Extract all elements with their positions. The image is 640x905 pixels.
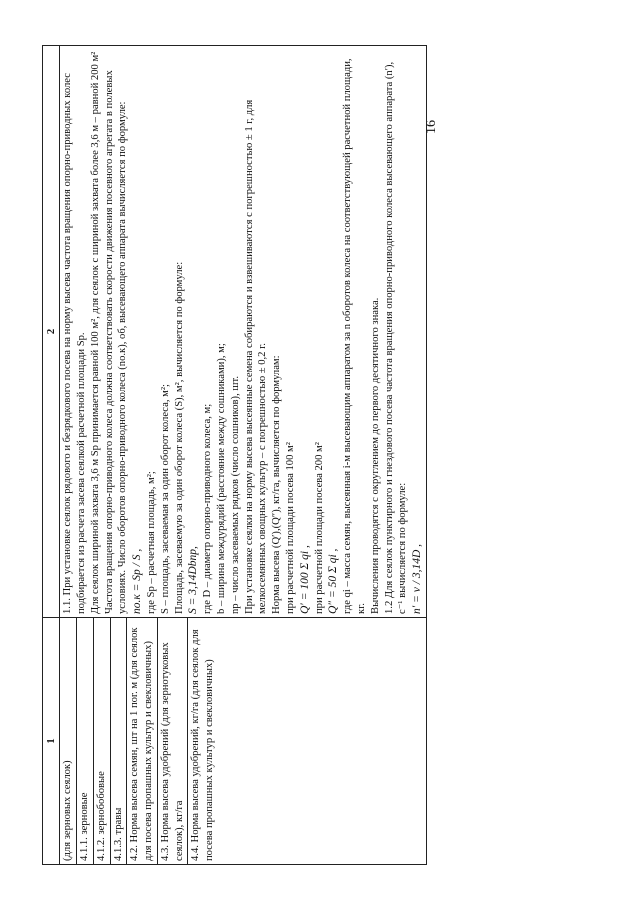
page-number: 16	[424, 120, 439, 134]
paragraph-1-2: 1.2 Для сеялок пунктирного и гнездового посева частота вращения опорно-приводного колеса высевающего аппарата (n′), с⁻¹ вычисляется по формуле:	[383, 61, 409, 614]
paragraph-1-1: 1.1. При установке сеялок рядового и безрядкового посева на норму высева частота вращения опорно-приводных колес подбирается из расчета засева сеялкой расчетной площади Sр.	[62, 73, 88, 614]
row-label-legumes: 4.1.2. зернобобовые	[93, 618, 110, 864]
formula-q2: Q″ = 50 Σ qi ,	[327, 548, 340, 614]
paragraph-qi-def: где qi – масса семян, высеянная i-м высевающим аппаратом за n оборотов колеса на соответствующей расчетной площади, кг.	[342, 58, 368, 614]
paragraph-b-def: b – ширина междурядий (расстояние между сошниками), м;	[216, 343, 228, 614]
paragraph-sp-def: где Sр – расчетная площадь, м²;	[146, 471, 158, 614]
left-cell-stack	[60, 618, 427, 865]
paragraph-s-def: S – площадь, засеваемая за один оборот колеса, м²;	[159, 384, 171, 614]
paragraph-weighing: При установке сеялки на норму высева высеянные семена собираются и взвешиваются с погрешностью ± 1 г, для мелкосемянных овощных культур – с погрешностью ± 0,2 г.	[243, 99, 269, 614]
column-header-2: 2	[43, 46, 60, 618]
paragraph-s-formula-intro: Площадь, засеваемую за один оборот колеса (S), м², вычисляется по формуле:	[173, 261, 185, 614]
row-label-fertilizer-row: 4.4. Норма высева удобрений, кг/га (для сеялок для посева пропашных культур и свекловичных)	[190, 629, 216, 861]
row-label-fertilizer-grain: 4.3. Норма высева удобрений (для зернотуковых сеялок), кг/га	[157, 618, 188, 864]
rotated-table-container	[42, 45, 612, 865]
paragraph-area-200: при расчетной площади посева 200 м²	[313, 442, 325, 614]
paragraph-d-def: где D – диаметр опорно-приводного колеса, м;	[202, 403, 214, 614]
paragraph-area-100: при расчетной площади посева 100 м²	[284, 442, 296, 614]
paragraph-rotation: Частота вращения опорно-приводного колеса должна соответствовать скорости движения посевного агрегата в полевых условиях. Число оборотов опорно-приводного колеса (nо.к), об, высевающего аппарата вычисляется по формуле:	[103, 70, 129, 614]
paragraph-norm-intro: Норма высева (Q′),(Q″), кг/га, вычисляется по формулам:	[271, 355, 283, 614]
formula-n-ok: nо.к = Sр / S ,	[131, 548, 144, 614]
row-label-grasses: 4.1.3. травы	[110, 618, 127, 864]
norms-table	[42, 45, 427, 865]
row-label-grain: (для зерновых сеялок)	[60, 618, 76, 864]
formula-q1: Q′ = 100 Σ qi ,	[298, 545, 311, 614]
paragraph-sp: Для сеялок шириной захвата 3,6 м Sр принимается равной 100 м², для сеялок с шириной захвата более 3,6 м – равной 200 м²	[89, 51, 101, 614]
method-description-cell	[60, 46, 427, 618]
column-header-1: 1	[43, 618, 60, 865]
formula-s: S = 3,14Dbnр,	[187, 546, 200, 614]
paragraph-rounding: Вычисления проводятся с округлением до первого десятичного знака.	[369, 297, 381, 614]
row-label-cereals: 4.1.1. зерновые	[77, 618, 94, 864]
formula-n-prime: n′ = v / 3,14D ,	[411, 543, 424, 614]
row-label-seed-rate: 4.2. Норма высева семян, шт на 1 пог. м (для сеялок для посева пропашных культур и свекловичных)	[127, 618, 158, 864]
paragraph-np-def: nр – число засеваемых рядков (число сошников), шт.	[229, 375, 241, 614]
